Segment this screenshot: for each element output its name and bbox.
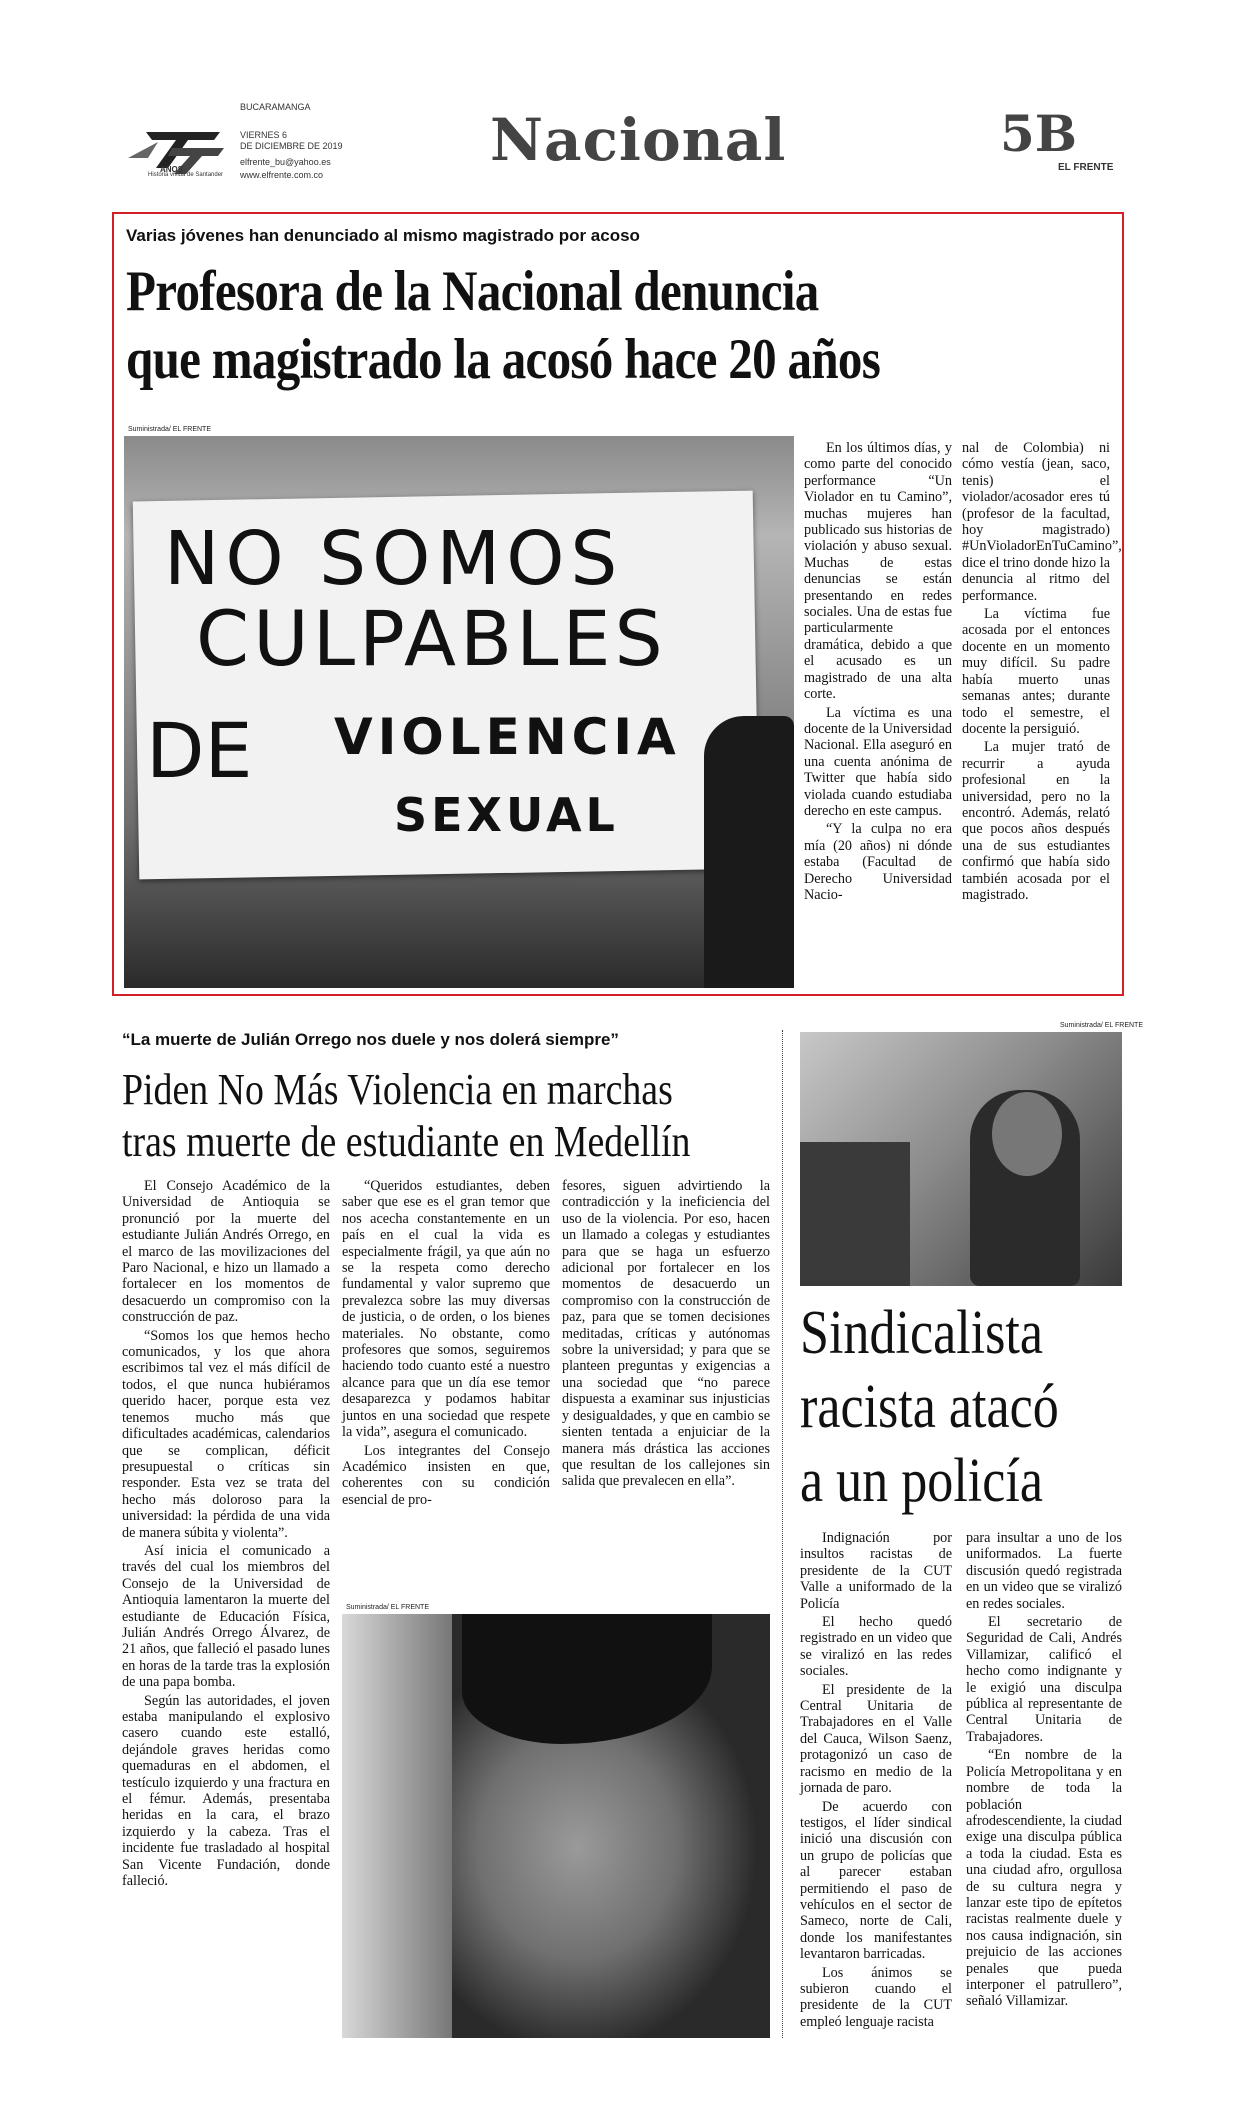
story2-col2: “Queridos estudiantes, deben saber que ese es el gran temor que nos acecha constantemente en un país en el cual la vida es especialmente frágil, ya que aún no se la respeta como derecho fundamental y valor supremo que prevalezca sobre las muy diversas de justicia, o de orden, o los bienes materiales. No obstante, como profesores que somos, seguiremos haciendo todo cuanto esté a nuestro alcance para que un día ese temor desaparezca y podamos habitar juntos en una sociedad que respete la vida”, asegura el comunicado. Los integrantes del Consejo Académico insisten en que, coherentes con su condición esencial de pro- — [342, 1178, 550, 1508]
story2-col1: El Consejo Académico de la Universidad de Antioquia se pronunció por la muerte del estudiante Julián Andrés Orrego, en el marco de las movilizaciones del Paro Nacional, e hizo un llamado a fortalecer en los momentos de desacuerdo un compromiso con la construcción de paz. “Somos los que hemos hecho comunicados, y los que ahora escribimos tal vez el más difícil de todos, el que nunca hubiéramos querido hacer, porque esta vez tenemos mucho más que dificultades académicas, calendarios que se complican, déficit presupuestal o críticas sin responder. Esta vez se trata del hecho más doloroso para la universidad: la pérdida de una vida de manera súbita y violenta”. Así inicia el comunicado a través del cual los miembros del Consejo de la Universidad de Antioquia lamentaron la muerte del estudiante de Educación Física, Julián Andrés Orrego Álvarez, de 21 años, que falleció el pasado lunes en horas de la tarde tras la explosión de una papa bomba. Según las autoridades, el joven estaba manipulando el explosivo casero cuando este estalló, dejándole graves heridas como quemaduras en el abdomen, el testículo izquierdo y una fractura en el fémur. Además, presentaba heridas en la cara, el brazo izquierdo y la cabeza. Tras el incidente fue trasladado al hospital San Vicente Fundación, donde falleció. — [122, 1178, 330, 1890]
story3-headline-line3: a un policía — [800, 1447, 1043, 1515]
story2-kicker: “La muerte de Julián Orrego nos duele y nos dolerá siempre” — [122, 1030, 619, 1049]
website: www.elfrente.com.co — [240, 170, 324, 180]
story2-photo-credit: Suministrada/ EL FRENTE — [346, 1604, 429, 1611]
logo-text: ANOS — [160, 165, 184, 174]
protest-sign-photo — [124, 436, 794, 988]
police-photo — [800, 1032, 1122, 1286]
portrait-background — [342, 1614, 452, 2038]
date-line2: DE DICIEMBRE DE 2019 — [240, 141, 343, 151]
story3-col2: para insultar a uno de los uniformados. La fuerte discusión quedó registrada en un video que se viralizó en redes sociales. El secretario de Seguridad de Cali, Andrés Villamizar, calificó el hecho como indignante y le exigió una disculpa pública al representante de Central Unitaria de Trabajadores. “En nombre de la Policía Metropolitana y en nombre de toda la población afrodescendiente, la ciudad exige una disculpa pública a toda la ciudad. Esta es una ciudad afro, orgullosa de su cultura negra y lanzar este tipo de epítetos racistas realmente duele y nos causa indignación, sin prejuicio de las acciones penales que pueda interponer el patrullero”, señaló Villamizar. — [966, 1530, 1122, 2010]
date-line1: VIERNES 6 — [240, 130, 288, 140]
city: BUCARAMANGA — [240, 102, 311, 112]
story3-col1: Indignación por insultos racistas de presidente de la CUT Valle a uniformado de la Policía El hecho quedó registrado en un video que se viralizó en las redes sociales. El presidente de la Central Unitaria de Trabajadores en el Valle del Cauca, Wilson Saenz, protagonizó un caso de racismo en medio de la jornada de paro. De acuerdo con testigos, el líder sindical inició una discusión con un grupo de policías que al parecer estaban permitiendo el paso de vehículos en el sector de Sameco, norte de Cali, donde los manifestantes levantaron barricadas. Los ánimos se subieron cuando el presidente de la CUT empleó lenguaje racista — [800, 1530, 952, 2030]
story1-col1: En los últimos días, y como parte del conocido performance “Un Violador en tu Camino”, muchas mujeres han publicado sus historias de violación y abuso sexual. Muchas de estas denuncias se están presentando en redes sociales. Una de estas fue particularmente dramática, debido a que el acusado es un magistrado de una alta corte. La víctima es una docente de la Universidad Nacional. Ella aseguró en una cuenta anónima de Twitter que había sido violada cuando estudiaba derecho en este campus. “Y la culpa no era mía (20 años) ni dónde estaba (Facultad de Derecho Universidad Nacio- — [804, 440, 952, 903]
officer-face — [992, 1092, 1062, 1176]
story1-kicker: Varias jóvenes han denunciado al mismo magistrado por acoso — [126, 226, 640, 245]
logo-tagline: Historia vivida de Santander — [148, 172, 224, 178]
sign-line1: NO SOMOS — [164, 516, 624, 602]
portrait-hair — [462, 1614, 712, 1744]
story1-headline — [126, 258, 880, 394]
sign-line2: CULPABLES — [196, 594, 667, 683]
sign-line4: VIOLENCIA — [334, 708, 681, 766]
story1-headline-line2: que magistrado la acosó hace 20 años — [126, 328, 881, 391]
story1-photo-credit: Suministrada/ EL FRENTE — [128, 426, 211, 433]
story1-col2: nal de Colombia) ni cómo vestía (jean, saco, tenis) el violador/acosador eres tú (profesor de la facultad, hoy magistrado) #UnVioladorEnTuCamino”, dice el trino donde hizo la denuncia al ritmo del performance. La víctima fue acosada por el entonces docente en un momento muy difícil. Su padre había muerto unas semanas antes; durante todo el semestre, el docente la persiguió. La mujer trató de recurrir a ayuda profesional en la universidad, pero no la encontró. Además, relató que pocos años después una de sus estudiantes confirmó que había sido también acosada por el magistrado. — [962, 440, 1122, 903]
student-portrait-photo — [342, 1614, 770, 2038]
story1-headline-line1: Profesora de la Nacional denuncia — [126, 260, 819, 323]
sign-line5: SEXUAL — [394, 788, 619, 842]
email: elfrente_bu@yahoo.es — [240, 157, 331, 167]
sign-line3: DE — [146, 706, 253, 795]
story3-headline-line2: racista atacó — [800, 1373, 1059, 1441]
story-acoso — [112, 212, 1124, 996]
masthead — [0, 0, 1240, 200]
hand-left — [704, 716, 794, 988]
story2-headline-line2: tras muerte de estudiante en Medellín — [122, 1117, 691, 1166]
left-figure — [800, 1142, 910, 1286]
page-number: 5B — [1000, 104, 1078, 163]
paper-name: EL FRENTE — [1058, 162, 1114, 173]
story2-headline — [122, 1064, 690, 1168]
story3-headline-line1: Sindicalista — [800, 1299, 1044, 1367]
column-rule — [782, 1030, 783, 2038]
section-title: Nacional — [490, 106, 787, 174]
story2-headline-line1: Piden No Más Violencia en marchas — [122, 1065, 673, 1114]
story3-headline — [800, 1296, 1059, 1518]
story3-photo-credit: Suministrada/ EL FRENTE — [1060, 1022, 1143, 1029]
story2-col3: fesores, siguen advirtiendo la contradicción y la ineficiencia del uso de la violencia. Por eso, hacen un llamado a colegas y estudiantes para que se haga un esfuerzo adicional por fortalecer en los momentos de desacuerdo un compromiso con la construcción de paz, para que se tomen decisiones meditadas, críticas y autónomas sobre la universidad; y para que se planteen preguntas y exigencias a una sociedad que “no parece dispuesta a examinar sus injusticias y desigualdades, y que en cambio se sienten tentada a enjuiciar de la manera más drástica las acciones que resultan de los callejones sin salida que prevalecen en ella”. — [562, 1178, 770, 1490]
